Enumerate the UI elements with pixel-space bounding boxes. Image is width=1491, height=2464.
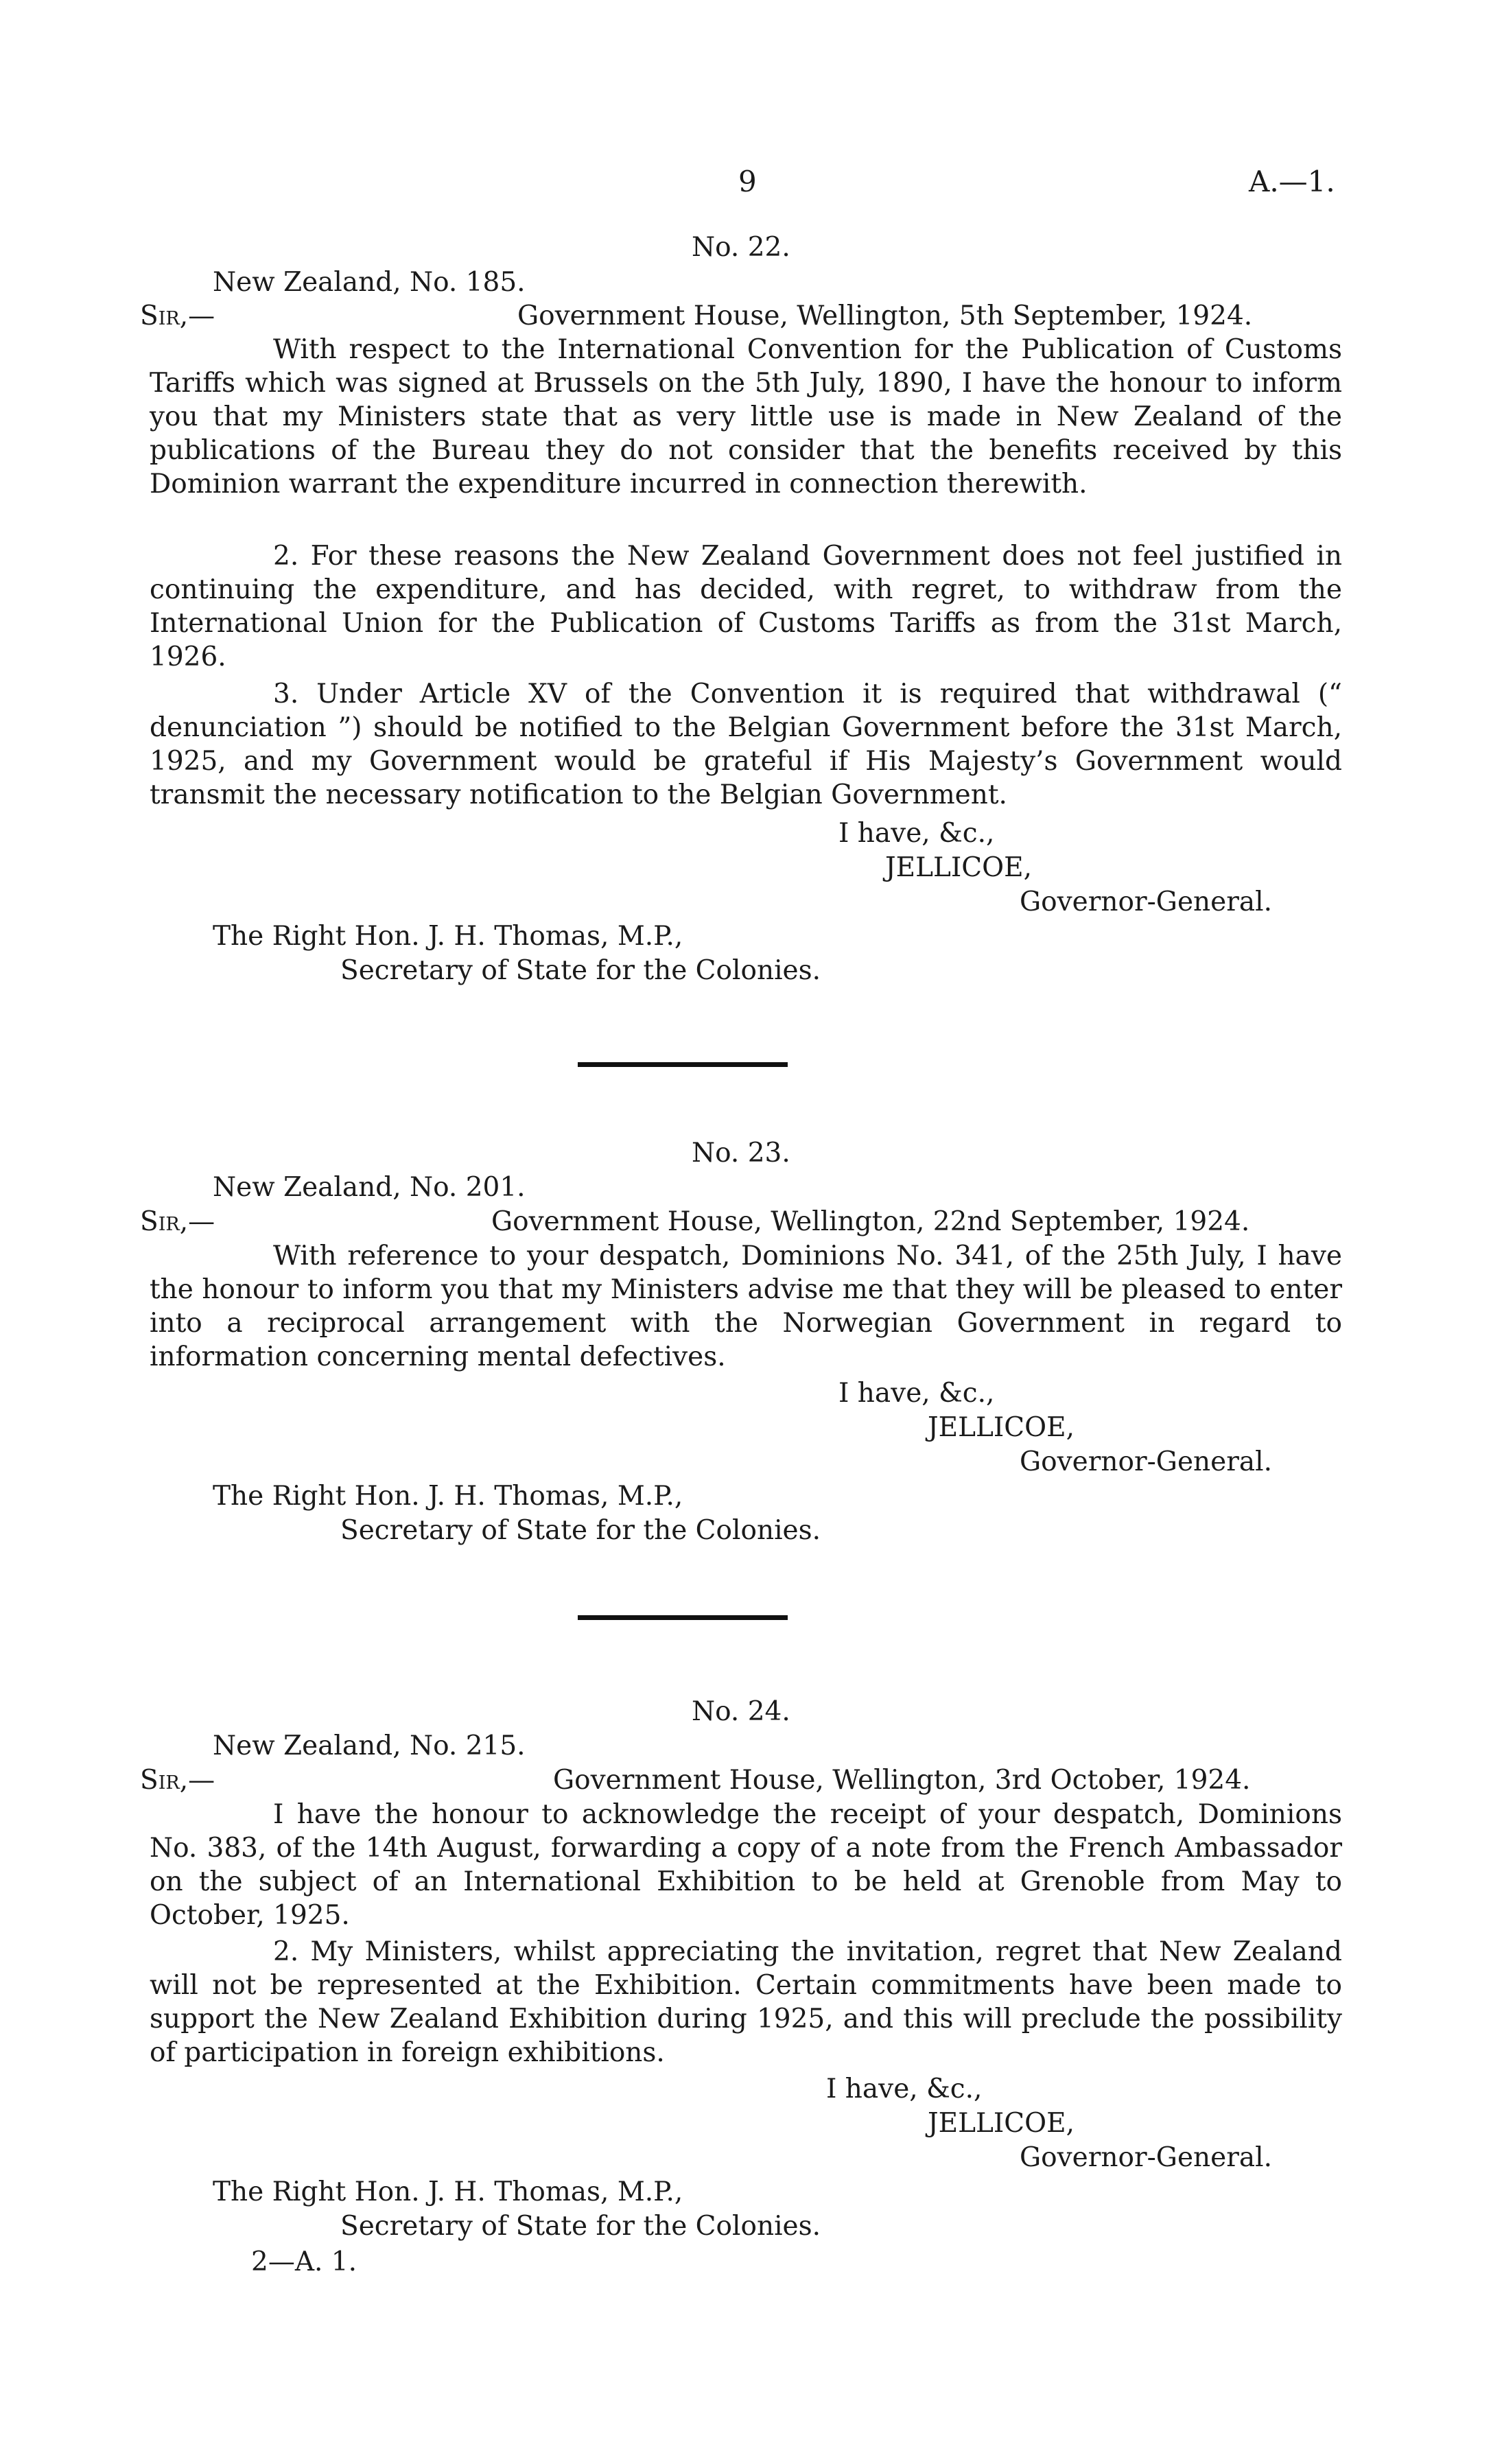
- paragraph: With reference to your despatch, Dominions No. 341, of the 25th July, I have the honour to inform you that my Ministers advise me that they will be pleased to enter into a reciprocal arrangement with the Norwegian Government in regard to information concerning mental defectives.: [150, 1241, 1342, 1372]
- signature-mark: 2—A. 1.: [251, 2246, 357, 2277]
- section-divider: [578, 1062, 788, 1067]
- signatory-title: Governor-General.: [1020, 887, 1273, 917]
- section-code: A.—1.: [1249, 165, 1335, 198]
- closing: I have, &c.,: [826, 2074, 983, 2104]
- addressee: The Right Hon. J. H. Thomas, M.P.,: [213, 1481, 683, 1512]
- signatory-title: Governor-General.: [1020, 2142, 1273, 2173]
- signatory: JELLICOE,: [928, 1412, 1075, 1443]
- letter-reference: New Zealand, No. 201.: [213, 1172, 526, 1203]
- salutation: Sir,—: [140, 1206, 215, 1237]
- paragraph: 2. For these reasons the New Zealand Government does not feel justified in continuing the expenditure, and has decided, with regret, to withdraw from the International Union for the Publication of Customs Tariffs as from the 31st March, 1926.: [150, 541, 1342, 672]
- letter-number: No. 23.: [692, 1138, 790, 1169]
- letter-reference: New Zealand, No. 215.: [213, 1730, 526, 1761]
- closing: I have, &c.,: [838, 818, 995, 849]
- paragraph: With respect to the International Convention for the Publication of Customs Tariffs which was signed at Brussels on the 5th July, 1890, I have the honour to inform you that my Ministers state that as very little use is made in New Zealand of the publications of the Bureau they do not consider that the benefits received by this Dominion warrant the expenditure incurred in connection therewith.: [150, 334, 1342, 500]
- letter-number: No. 22.: [692, 232, 790, 263]
- closing: I have, &c.,: [838, 1378, 995, 1409]
- addressee-office: Secretary of State for the Colonies.: [340, 955, 821, 986]
- signatory: JELLICOE,: [928, 2108, 1075, 2139]
- address-date: Government House, Wellington, 5th September, 1924.: [517, 301, 1253, 331]
- addressee: The Right Hon. J. H. Thomas, M.P.,: [213, 921, 683, 952]
- letter-reference: New Zealand, No. 185.: [213, 267, 526, 298]
- address-date: Government House, Wellington, 3rd October, 1924.: [553, 1765, 1251, 1796]
- signatory: JELLICOE,: [885, 852, 1032, 883]
- address-date: Government House, Wellington, 22nd September, 1924.: [491, 1206, 1250, 1237]
- addressee-office: Secretary of State for the Colonies.: [340, 1515, 821, 1546]
- section-divider: [578, 1615, 788, 1620]
- signatory-title: Governor-General.: [1020, 1446, 1273, 1477]
- addressee-office: Secretary of State for the Colonies.: [340, 2211, 821, 2242]
- salutation: Sir,—: [140, 1765, 215, 1796]
- page-number: 9: [738, 165, 757, 198]
- paragraph: 2. My Ministers, whilst appreciating the invitation, regret that New Zealand will not be represented at the Exhibition. Certain commitments have been made to support the New Zealand Exhibition during 1925, and this will preclude the possibility of participation in foreign exhibitions.: [150, 1936, 1342, 2068]
- salutation: Sir,—: [140, 301, 215, 331]
- paragraph: 3. Under Article XV of the Convention it is required that withdrawal (“ denunciation ”) should be notified to the Belgian Government before the 31st March, 1925, and my Government would be grateful if His Majesty’s Government would transmit the necessary notification to the Belgian Government.: [150, 679, 1342, 810]
- letter-number: No. 24.: [692, 1696, 790, 1727]
- paragraph: I have the honour to acknowledge the receipt of your despatch, Dominions No. 383, of the 14th August, forwarding a copy of a note from the French Ambassador on the subject of an International Exhibition to be held at Grenoble from May to October, 1925.: [150, 1799, 1342, 1931]
- addressee: The Right Hon. J. H. Thomas, M.P.,: [213, 2176, 683, 2207]
